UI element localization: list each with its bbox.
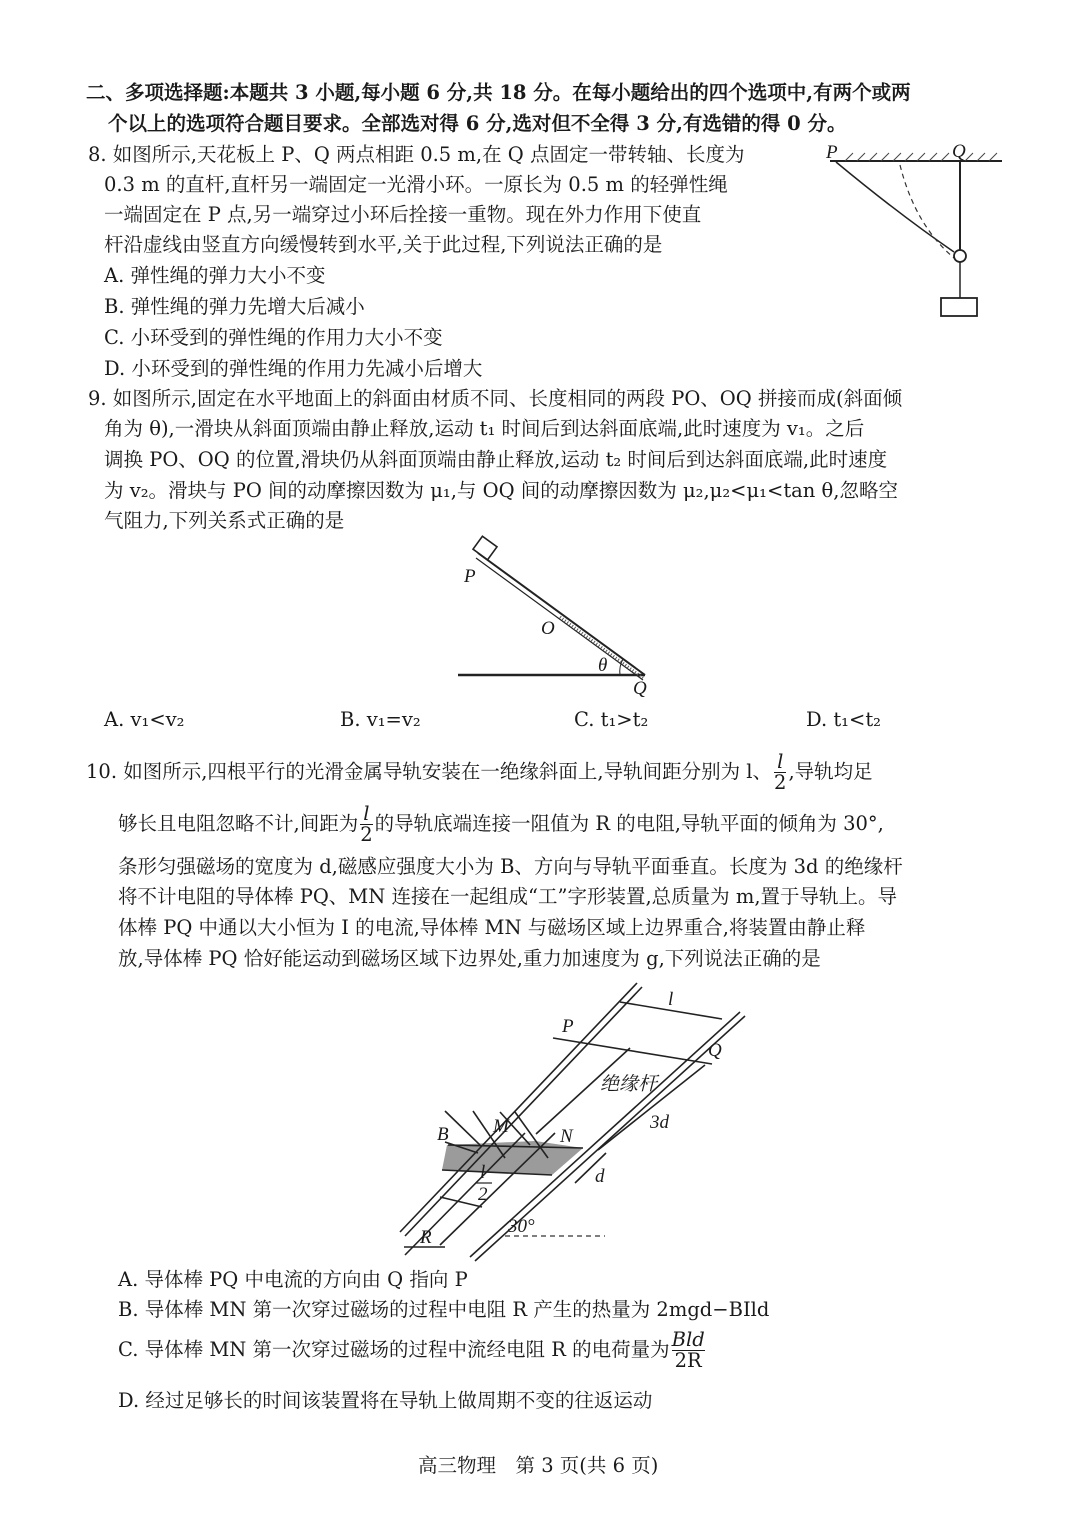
- q9-label-q: Q: [633, 678, 647, 699]
- q10-label-half-l-num: l: [480, 1162, 486, 1183]
- q10-text-line: 条形匀强磁场的宽度为 d,磁感应强度大小为 B、方向与导轨平面垂直。长度为 3d 的绝缘杆: [118, 855, 903, 878]
- q10-label-insulating-rod: 绝缘杆: [600, 1074, 658, 1095]
- q9-label-theta: θ: [598, 655, 608, 676]
- q8-text-line: 0.3 m 的直杆,直杆另一端固定一光滑小环。一原长为 0.5 m 的轻弹性绳: [104, 173, 728, 196]
- q10-option-c-text: C. 导体棒 MN 第一次穿过磁场的过程中流经电阻 R 的电荷量为: [118, 1338, 670, 1361]
- q8-option-c: C. 小环受到的弹性绳的作用力大小不变: [104, 326, 443, 349]
- q10-label-p: P: [562, 1016, 574, 1037]
- q9-text-line: 气阻力,下列关系式正确的是: [104, 509, 345, 532]
- fraction-numerator: Bld: [671, 1328, 705, 1351]
- q10-label-d: d: [595, 1166, 605, 1187]
- q10-label-m: M: [493, 1116, 509, 1137]
- q10-label-q: Q: [708, 1040, 722, 1061]
- q8-label-p: P: [826, 142, 838, 163]
- q10-option-b: B. 导体棒 MN 第一次穿过磁场的过程中电阻 R 产生的热量为 2mgd−BIld: [118, 1298, 770, 1321]
- q9-option-d: D. t₁<t₂: [806, 708, 881, 731]
- section-heading-line-1: 二、多项选择题:本题共 3 小题,每小题 6 分,共 18 分。在每小题给出的四个选项中,有两个或两: [86, 81, 911, 104]
- q10-label-half-l-den: 2: [478, 1184, 488, 1205]
- q9-label-p: P: [464, 566, 476, 587]
- q10-label-b: B: [437, 1124, 449, 1145]
- q9-text-line: 角为 θ),一滑块从斜面顶端由静止释放,运动 t₁ 时间后到达斜面底端,此时速度为 v₁。之后: [104, 417, 865, 440]
- q8-option-b: B. 弹性绳的弹力先增大后减小: [104, 295, 365, 318]
- page-footer: 高三物理 第 3 页(共 6 页): [418, 1454, 659, 1477]
- q10-option-d: D. 经过足够长的时间该装置将在导轨上做周期不变的往返运动: [118, 1389, 653, 1412]
- q10-label-n: N: [560, 1126, 573, 1147]
- fraction-denominator: 2: [360, 823, 373, 846]
- q8-text-line: 8. 如图所示,天花板上 P、Q 两点相距 0.5 m,在 Q 点固定一带转轴、长度为: [88, 143, 745, 166]
- q9-option-b: B. v₁=v₂: [340, 708, 421, 731]
- q9-label-o: O: [541, 618, 555, 639]
- q10-option-a: A. 导体棒 PQ 中电流的方向由 Q 指向 P: [118, 1268, 468, 1291]
- q10-label-r: R: [420, 1227, 432, 1248]
- fraction-numerator: l: [360, 804, 372, 825]
- q10-line2-a: 够长且电阻忽略不计,间距为: [118, 812, 359, 835]
- q10-line1-b: ,导轨均足: [788, 760, 873, 783]
- q8-label-q: Q: [952, 141, 966, 162]
- q8-text-line: 杆沿虚线由竖直方向缓慢转到水平,关于此过程,下列说法正确的是: [104, 233, 663, 256]
- fraction-denominator: 2: [774, 771, 787, 794]
- q10-label-l: l: [668, 989, 674, 1010]
- q8-text-line: 一端固定在 P 点,另一端穿过小环后拴接一重物。现在外力作用下使直: [104, 203, 702, 226]
- q9-text-line: 为 v₂。滑块与 PO 间的动摩擦因数为 μ₁,与 OQ 间的动摩擦因数为 μ₂,μ₂<μ₁<tan θ,忽略空: [104, 479, 898, 502]
- fraction-denominator: 2R: [674, 1349, 702, 1372]
- q10-label-angle: 30°: [508, 1216, 535, 1237]
- q10-label-3d: 3d: [650, 1112, 669, 1133]
- q10-text-line: 将不计电阻的导体棒 PQ、MN 连接在一起组成“工”字形装置,总质量为 m,置于导轨上。导: [118, 885, 898, 908]
- q10-line2-b: 的导轨底端连接一阻值为 R 的电阻,导轨平面的倾角为 30°,: [374, 812, 884, 835]
- fraction-numerator: l: [774, 752, 786, 773]
- q10-line1-a: 10. 如图所示,四根平行的光滑金属导轨安装在一绝缘斜面上,导轨间距分别为 l、: [86, 760, 773, 783]
- q9-text-line: 调换 PO、OQ 的位置,滑块仍从斜面顶端由静止释放,运动 t₂ 时间后到达斜面底端,此时速度: [104, 448, 888, 471]
- q10-text-line: 放,导体棒 PQ 恰好能运动到磁场区域下边界处,重力加速度为 g,下列说法正确的是: [118, 947, 821, 970]
- q9-text-line: 9. 如图所示,固定在水平地面上的斜面由材质不同、长度相同的两段 PO、OQ 拼接而成(斜面倾: [88, 387, 903, 410]
- q10-option-c-fraction: [672, 1330, 705, 1371]
- q10-option-c: [118, 1328, 707, 1372]
- q9-option-c: C. t₁>t₂: [574, 708, 649, 731]
- q8-option-d: D. 小环受到的弹性绳的作用力先减小后增大: [104, 357, 483, 380]
- section-heading-line-2: 个以上的选项符合题目要求。全部选对得 6 分,选对但不全得 3 分,有选错的得 0 分。: [108, 112, 847, 135]
- q9-option-a: A. v₁<v₂: [104, 708, 185, 731]
- q10-text-line: 体棒 PQ 中通以大小恒为 I 的电流,导体棒 MN 与磁场区域上边界重合,将装置由静止释: [118, 916, 866, 939]
- q8-option-a: A. 弹性绳的弹力大小不变: [104, 264, 326, 287]
